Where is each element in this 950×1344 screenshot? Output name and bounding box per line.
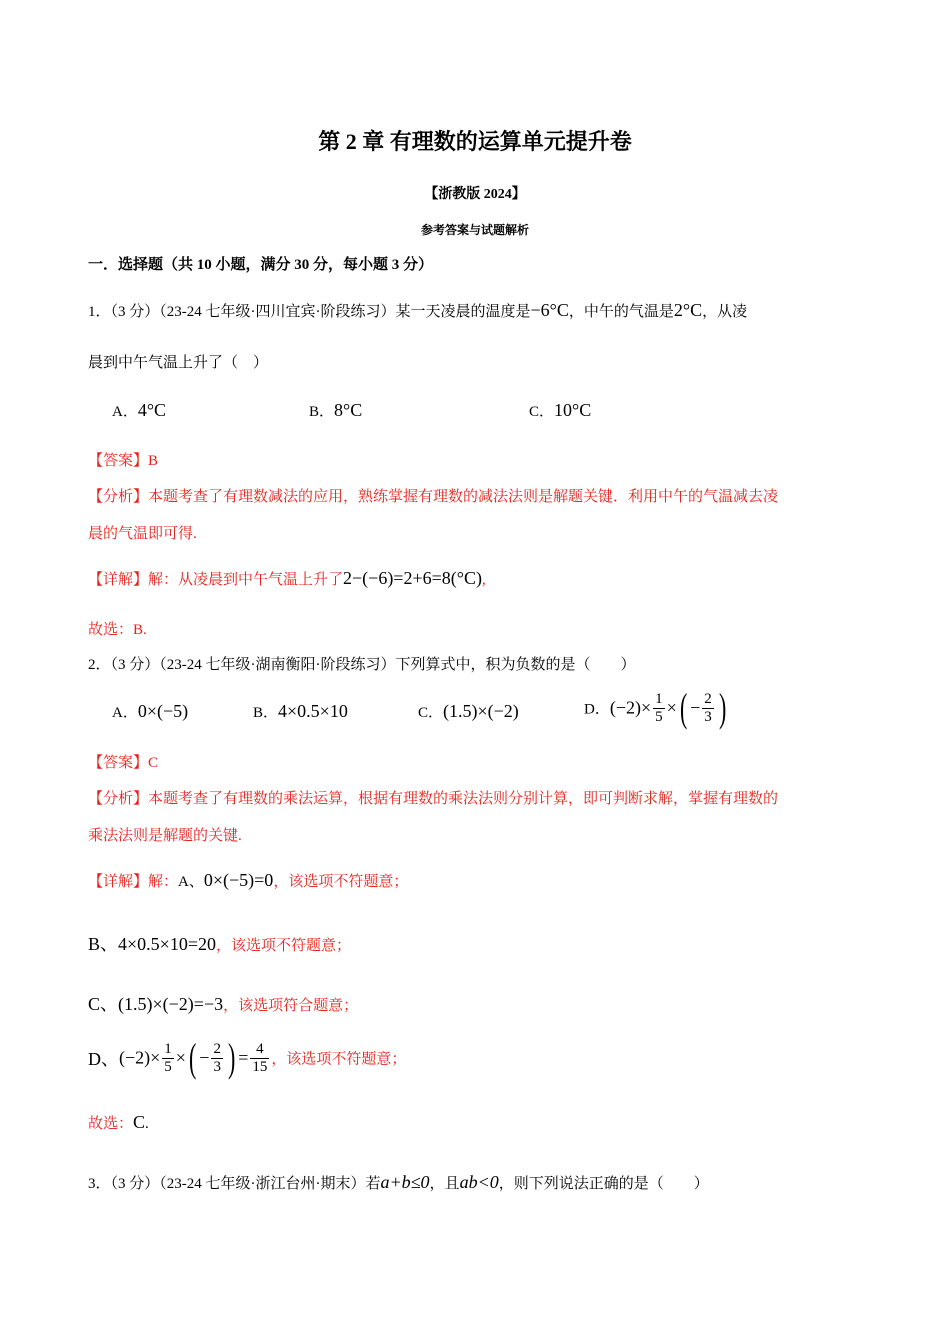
q3-stem-mid: ，且 [429, 1176, 460, 1192]
edition-label: 【浙教版 2024】 [424, 187, 526, 202]
q1-option-a [112, 400, 166, 421]
q2-detail-b-text: ，该选项不符题意； [215, 938, 351, 954]
q2-detail-d-eq: = [238, 1047, 249, 1068]
q2-detail-d-frac2-den: 3 [213, 1058, 221, 1075]
q3-stem [88, 1172, 709, 1193]
q2-detail-d-frac2 [211, 1041, 223, 1076]
q1-choose: 故选：B. [88, 622, 147, 638]
q3-number: 3． [88, 1176, 111, 1192]
q1-temp-morning: −6°C [530, 300, 569, 320]
q1-option-c [529, 400, 591, 421]
q3-stem-pre: （3 分）（23-24 七年级·浙江台州·期末）若 [110, 1176, 381, 1192]
q2-detail-d-result-den: 15 [252, 1058, 268, 1075]
q2-detail-a-math: 0×(−5)=0 [203, 870, 274, 890]
q2-answer: 【答案】C [88, 755, 159, 771]
q1-option-b-label: B． [309, 404, 335, 420]
q2-detail-a-prefix: A、 [178, 874, 204, 890]
q2-detail-d-rparen: ) [227, 1035, 236, 1080]
q3-condition-2: ab<0 [459, 1172, 499, 1192]
q1-detail-math: 2−(−6)=2+6=8(°C) [343, 568, 482, 588]
q1-stem-post: ，从凌 [702, 304, 748, 320]
q2-option-d-frac2-den: 3 [704, 708, 712, 725]
q1-stem-line1 [88, 300, 747, 321]
q1-option-a-label: A． [112, 404, 138, 420]
q2-detail-c-prefix: C、 [88, 994, 119, 1014]
q2-detail-d-frac2-num: 2 [213, 1040, 221, 1057]
q2-choose-label: 故选： [88, 1116, 134, 1132]
q1-analysis-line2: 晨的气温即可得. [88, 526, 197, 542]
q2-detail-d-text: ，该选项不符题意； [271, 1051, 407, 1068]
q2-option-a-label: A． [112, 705, 138, 721]
q2-detail-d [88, 1035, 407, 1080]
q3-condition-1: a+b≤0 [380, 1172, 430, 1192]
q2-stem-text: （3 分）（23-24 七年级·湖南衡阳·阶段练习）下列算式中，积为负数的是（ ） [110, 657, 636, 673]
q2-detail-c [88, 990, 358, 1016]
q2-detail-a-text: ，该选项不符题意； [273, 874, 409, 890]
q1-number: 1． [88, 304, 111, 320]
q1-stem-line2: 晨到中午气温上升了（ ） [88, 355, 269, 371]
q1-detail-text: 【详解】解：从凌晨到中午气温上升了 [88, 572, 344, 588]
q2-detail-d-frac1 [162, 1041, 174, 1076]
q2-detail-d-result-num: 4 [250, 1041, 269, 1059]
q2-option-d-label: D． [584, 701, 610, 718]
q2-option-b-value: 4×0.5×10 [278, 701, 348, 721]
q1-option-b-value: 8°C [334, 400, 363, 420]
q2-number: 2． [88, 657, 111, 673]
q2-option-d-lparen: ( [679, 685, 688, 730]
q1-detail [88, 568, 486, 589]
q1-analysis-line1: 【分析】本题考查了有理数减法的应用，熟练掌握有理数的减法法则是解题关键．利用中午的气温减去凌 [88, 489, 779, 505]
q2-choose [88, 1112, 149, 1133]
section-heading: 一．选择题（共 10 小题，满分 30 分，每小题 3 分） [88, 257, 434, 273]
q2-option-d [584, 685, 729, 730]
q2-option-a-value: 0×(−5) [137, 701, 189, 721]
q1-option-b [309, 400, 362, 421]
q2-detail-b-prefix: B、 [88, 934, 119, 954]
q2-option-d-frac2-num: 2 [704, 690, 712, 707]
q2-option-a [112, 701, 188, 722]
q2-option-d-times: × [666, 697, 677, 718]
q2-detail-d-pre: (−2)× [119, 1047, 161, 1068]
q2-option-b [253, 701, 348, 722]
q2-option-d-rparen: ) [718, 685, 727, 730]
q2-detail-d-times: × [175, 1047, 186, 1068]
q2-option-d-minus: − [690, 697, 701, 718]
q1-stem-pre: （3 分）（23-24 七年级·四川宜宾·阶段练习）某一天凌晨的温度是 [110, 304, 531, 320]
q2-option-d-frac1 [653, 691, 665, 726]
q2-analysis-line1: 【分析】本题考查了有理数的乘法运算，根据有理数的乘法法则分别计算，即可判断求解，掌握有理数的 [88, 791, 779, 807]
q2-detail-d-result [250, 1041, 269, 1076]
q2-detail-c-text: ，该选项符合题意； [223, 998, 359, 1014]
q2-detail-b [88, 930, 351, 956]
q1-answer: 【答案】B [88, 453, 159, 469]
q1-option-c-value: 10°C [554, 400, 592, 420]
q2-detail-d-frac1-den: 5 [164, 1058, 172, 1075]
subtitle: 参考答案与试题解析 [420, 223, 529, 237]
q2-option-c [418, 701, 519, 722]
q2-detail-c-math: (1.5)×(−2)=−3 [118, 994, 224, 1014]
q2-detail-a [88, 870, 408, 891]
q2-option-c-label: C． [418, 705, 444, 721]
page-title: 第 2 章 有理数的运算单元提升卷 [318, 129, 632, 154]
q2-analysis-line2: 乘法法则是解题的关键. [88, 828, 242, 844]
q2-stem [88, 653, 636, 674]
q1-option-a-value: 4°C [137, 400, 167, 420]
q2-option-d-frac1-num: 1 [655, 690, 663, 707]
q2-detail-d-frac1-num: 1 [164, 1040, 172, 1057]
q2-option-d-frac2 [702, 691, 714, 726]
q2-detail-d-minus: − [199, 1047, 210, 1068]
q2-detail-label: 【详解】解： [88, 874, 179, 890]
q2-detail-d-prefix: D、 [88, 1049, 119, 1069]
q2-option-b-label: B． [253, 705, 279, 721]
q2-detail-b-math: 4×0.5×10=20 [118, 934, 216, 954]
q2-detail-d-lparen: ( [188, 1035, 197, 1080]
q2-option-d-frac1-den: 5 [655, 708, 663, 725]
q1-option-c-label: C． [529, 404, 555, 420]
q2-choose-value: C [133, 1112, 146, 1132]
q1-temp-noon: 2°C [673, 300, 703, 320]
q1-detail-end: , [481, 572, 486, 588]
q2-option-d-pre: (−2)× [609, 697, 652, 718]
q2-choose-end: . [145, 1116, 149, 1132]
q2-option-c-value: (1.5)×(−2) [443, 701, 519, 721]
q1-stem-mid: ，中午的气温是 [568, 304, 674, 320]
q3-stem-post: ，则下列说法正确的是（ ） [498, 1176, 709, 1192]
